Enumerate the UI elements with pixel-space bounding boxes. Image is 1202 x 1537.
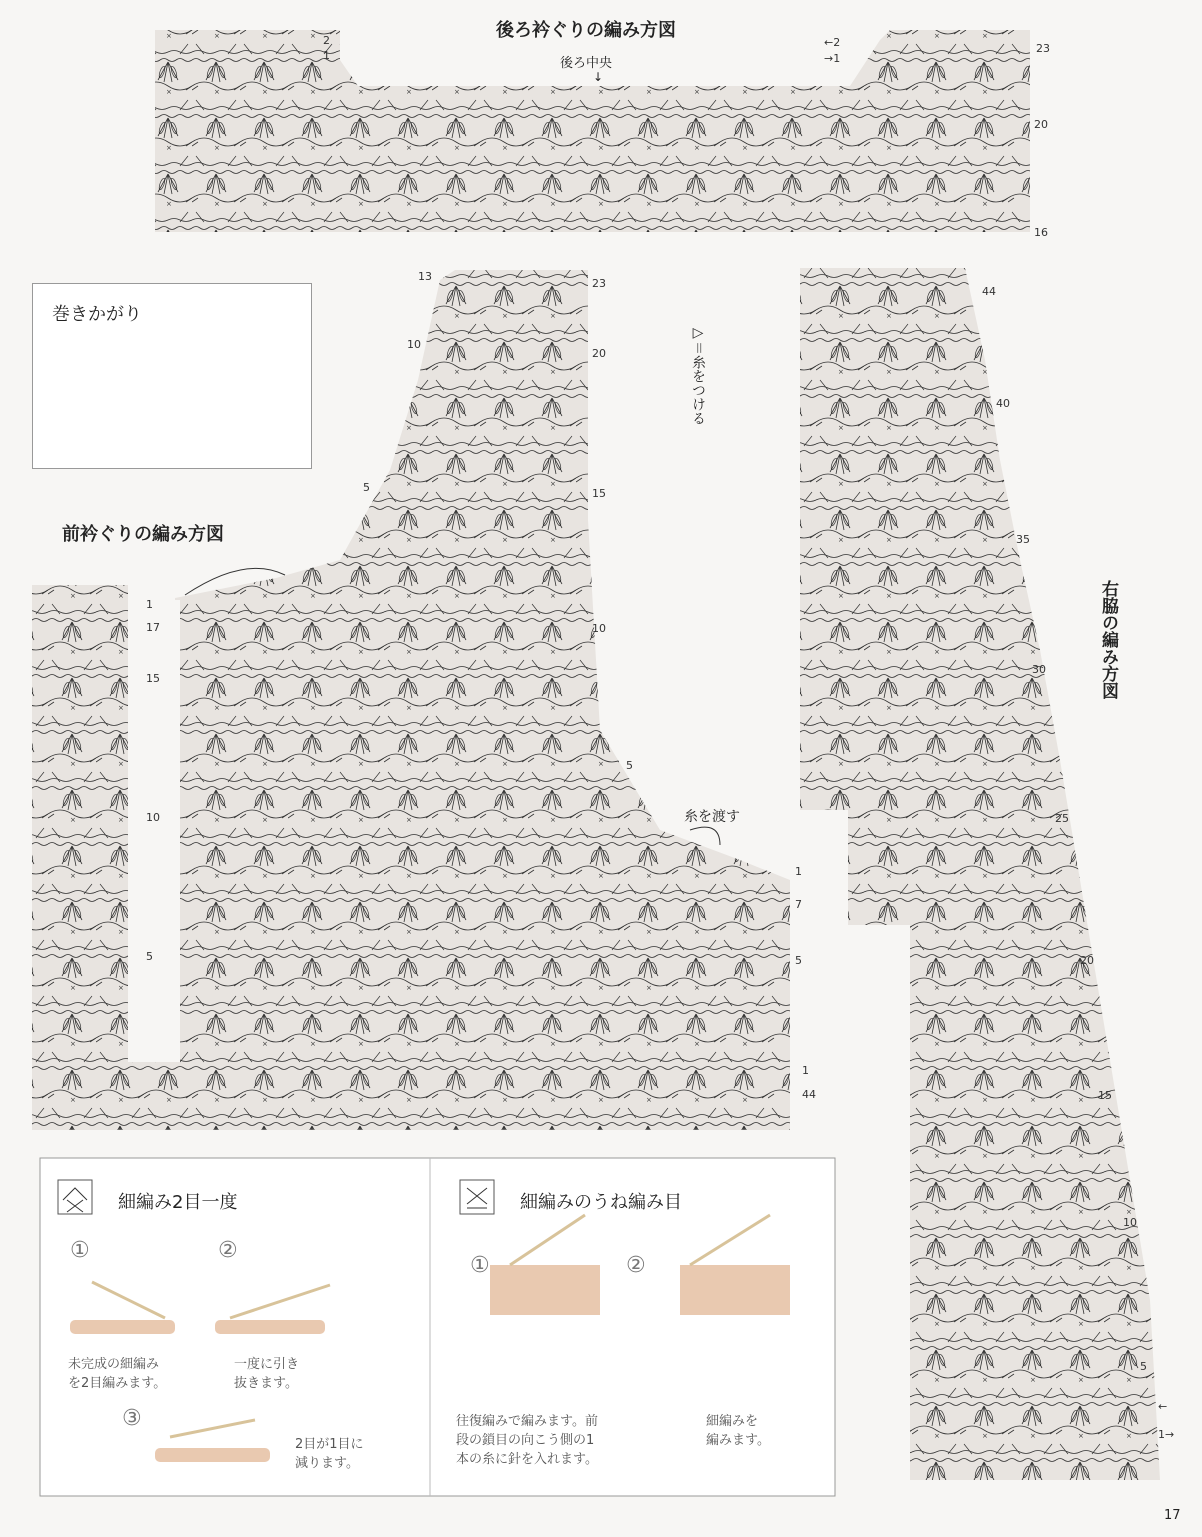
back-center-label: 後ろ中央 [560,56,613,71]
side-arrow-left: ← [1158,1400,1168,1413]
side-row-25: 25 [1055,812,1069,825]
side-row-10: 10 [1123,1216,1137,1229]
front-upper-left-10: 10 [407,338,421,351]
back-left-row-1: 1 [323,49,330,62]
legend-right-step2-num: ② [626,1253,646,1278]
side-row-44: 44 [982,285,996,298]
front-right-row-7: 7 [795,898,802,911]
front-row-23: 23 [592,277,606,290]
back-right-arrow-1: →1 [824,52,841,65]
front-row-15: 15 [592,487,606,500]
side-row-5: 5 [1140,1360,1147,1373]
legend-left-step3-text: 2目が1目に 減ります。 [295,1437,364,1471]
legend-right-step1-text: 往復編みで編みます。前 段の鎖目の向こう側の1 本の糸に針を入れます。 [456,1414,598,1467]
side-arrow-1: 1→ [1158,1428,1175,1441]
front-top-left-13: 13 [418,270,432,283]
back-left-row-2: 2 [323,34,330,47]
left-strip-row-15: 15 [146,672,160,685]
pass-yarn-note: 糸を渡す [684,809,740,825]
left-strip-row-1: 1 [146,598,153,611]
left-strip-row-5: 5 [146,950,153,963]
back-row-23: 23 [1036,42,1050,55]
legend-right-title: 細編みのうね編み目 [520,1192,682,1213]
front-right-row-1b: 1 [802,1064,809,1077]
right-side-chart [800,268,1160,1480]
back-row-20: 20 [1034,118,1048,131]
side-row-40: 40 [996,397,1010,410]
front-row-10: 10 [592,622,606,635]
side-row-35: 35 [1016,533,1030,546]
back-neck-chart [155,30,1030,232]
attach-yarn-note: ▷＝糸をつける [690,325,706,425]
right-side-title: 右脇の編み方図 [1098,580,1118,699]
legend-left-step1-text: 未完成の細編み を2目編みます。 [68,1357,167,1391]
left-strip-row-17: 17 [146,621,160,634]
legend-left-title: 細編み2目一度 [118,1192,238,1213]
front-neck-title: 前衿ぐりの編み方図 [62,524,224,545]
whip-stitch-title: 巻きかがり [52,304,142,325]
front-row-20: 20 [592,347,606,360]
back-right-arrow-2: ←2 [824,36,841,49]
back-center-arrow: ↓ [593,70,604,84]
side-row-30: 30 [1032,663,1046,676]
front-armhole-5: 5 [626,759,633,772]
legend-left-step2-num: ② [218,1238,238,1263]
legend-left-step3-num: ③ [122,1406,142,1431]
legend-left-step1-num: ① [70,1238,90,1263]
legend-right-step2-text: 細編みを 編みます。 [706,1414,770,1448]
side-row-15: 15 [1098,1089,1112,1102]
legend-left-step2-text: 一度に引き 抜きます。 [234,1357,300,1391]
page-number: 17 [1164,1508,1181,1523]
front-upper-left-5: 5 [363,481,370,494]
legend-right-step1-num: ① [470,1253,490,1278]
back-row-16: 16 [1034,226,1048,239]
front-right-row-1a: 1 [795,865,802,878]
front-right-row-44: 44 [802,1088,816,1101]
front-right-row-5: 5 [795,954,802,967]
side-row-20: 20 [1080,954,1094,967]
left-strip-row-10: 10 [146,811,160,824]
back-neck-title: 後ろ衿ぐりの編み方図 [496,20,676,41]
